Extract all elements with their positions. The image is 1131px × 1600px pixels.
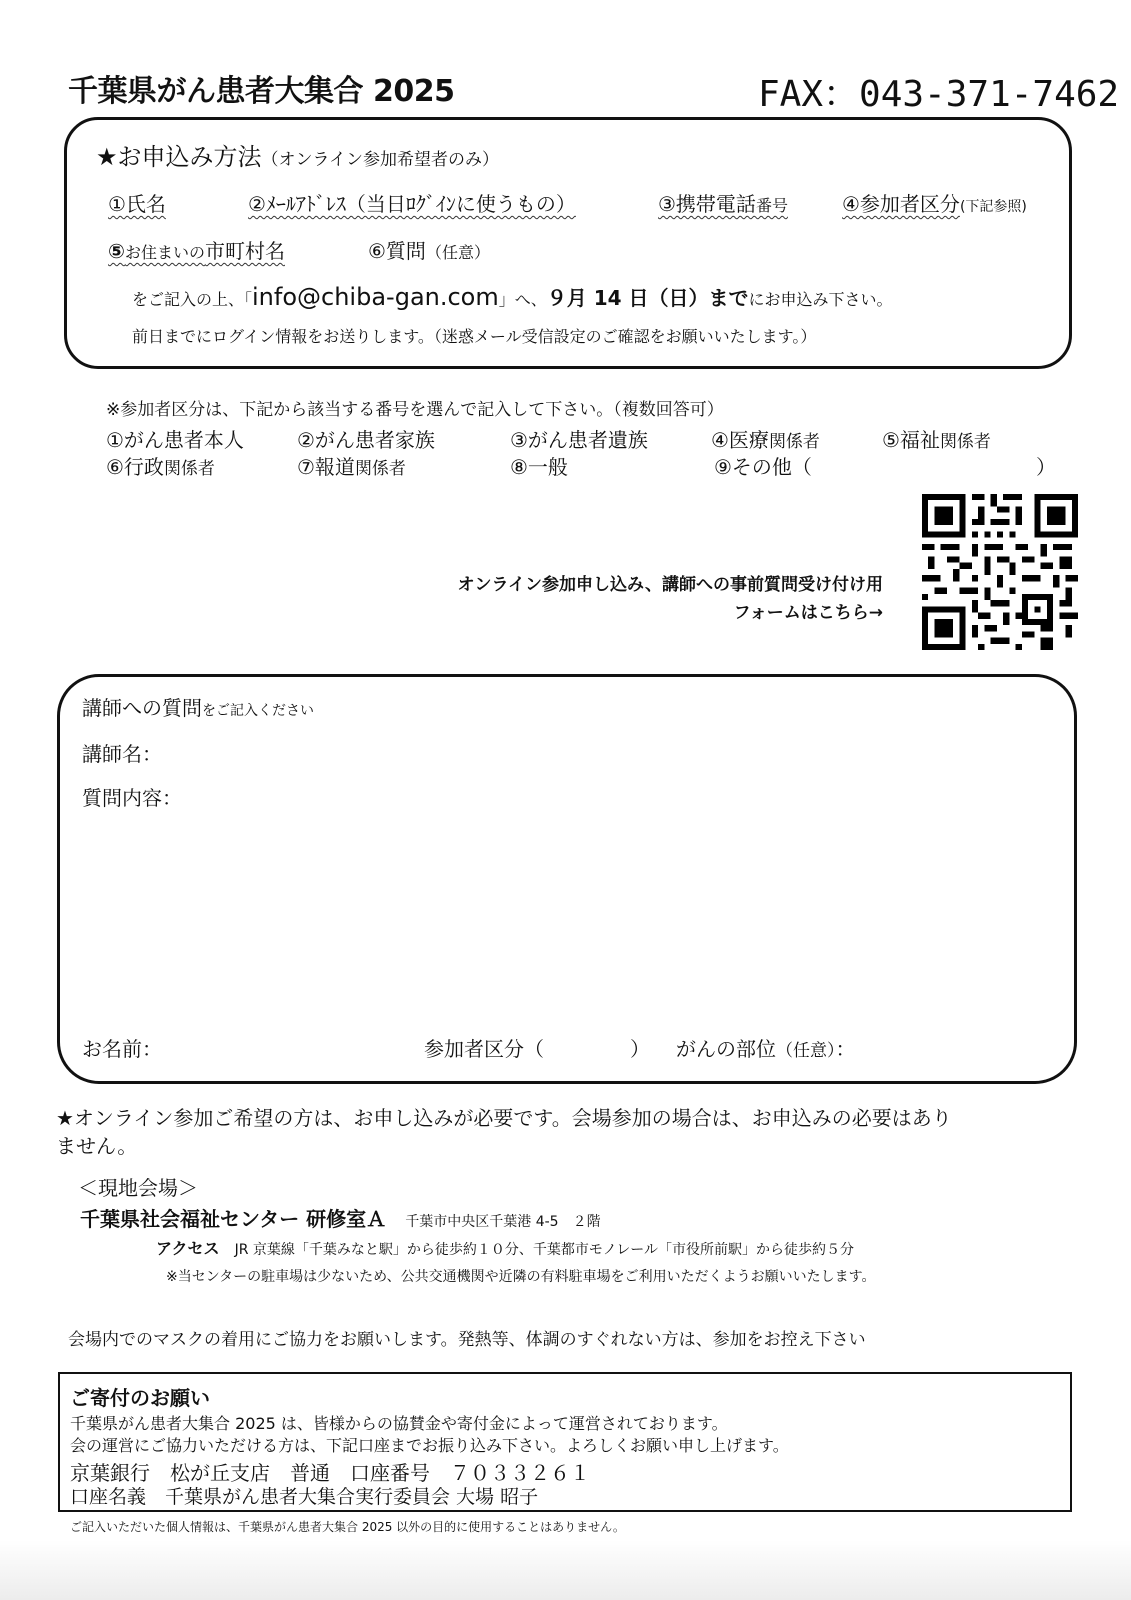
venue-line bbox=[80, 1203, 601, 1232]
category-5-main: ⑤福祉 bbox=[882, 428, 940, 452]
apply-instruction-mid: 」へ、 bbox=[498, 290, 547, 309]
venue-access-label: アクセス bbox=[156, 1239, 220, 1258]
apply-heading-main: ★お申込み方法 bbox=[96, 143, 262, 171]
apply-login-note: 前日までにログイン情報をお送りします。（迷惑メール受信設定のご確認をお願いいたします。） bbox=[132, 327, 817, 346]
category-7 bbox=[297, 451, 406, 480]
participant-category-label: 参加者区分（ bbox=[424, 1037, 544, 1061]
mask-notice: 会場内でのマスクの着用にご協力をお願いします。発熱等、体調のすぐれない方は、参加をお控え下さい bbox=[68, 1330, 866, 1350]
apply-item-question-label: ⑥質問 bbox=[368, 239, 426, 263]
apply-item-email: ②ﾒｰﾙｱﾄﾞﾚｽ（当日ﾛｸﾞｲﾝに使うもの） bbox=[248, 192, 576, 216]
apply-item-city-number: ⑤ bbox=[108, 239, 125, 263]
apply-heading-sub: （オンライン参加希望者のみ） bbox=[261, 150, 500, 170]
category-7-small: 関係者 bbox=[354, 459, 406, 479]
category-9-close: ） bbox=[1036, 455, 1056, 479]
apply-item-city-label: 市町村名 bbox=[204, 239, 285, 263]
category-6-small: 関係者 bbox=[163, 459, 215, 479]
online-notice-line1: ★オンライン参加ご希望の方は、お申し込みが必要です。会場参加の場合は、お申込みの必要はあり bbox=[56, 1106, 952, 1130]
venue-parking-note: ※当センターの駐車場は少ないため、公共交通機関や近隣の有料駐車場をご利用いただくようお願いいたします。 bbox=[166, 1269, 876, 1285]
donation-heading: ご寄付のお願い bbox=[70, 1386, 210, 1410]
category-8: ⑧一般 bbox=[510, 455, 568, 479]
bottom-shadow bbox=[0, 1540, 1131, 1600]
your-name-label: お名前： bbox=[82, 1037, 162, 1061]
qr-caption-line1: オンライン参加申し込み、講師への事前質問受け付け用 bbox=[457, 575, 883, 595]
apply-item-city-small: お住まいの bbox=[124, 243, 205, 262]
apply-item-city bbox=[108, 235, 285, 264]
apply-instruction bbox=[132, 282, 893, 311]
apply-item-phone-suffix: 番号 bbox=[755, 196, 788, 215]
category-note: ※参加者区分は、下記から該当する番号を選んで記入して下さい。（複数回答可） bbox=[106, 400, 724, 420]
apply-item-question-suffix: （任意） bbox=[425, 243, 490, 262]
apply-item-question bbox=[368, 235, 490, 264]
apply-item-category-label: ④参加者区分 bbox=[842, 192, 960, 216]
category-7-main: ⑦報道 bbox=[297, 455, 355, 479]
donation-line2: 会の運営にご協力いただける方は、下記口座までお振り込み下さい。よろしくお願い申し上げます。 bbox=[70, 1436, 789, 1455]
page-title: 千葉県がん患者大集合 2025 bbox=[68, 74, 455, 109]
question-heading bbox=[82, 692, 314, 721]
cancer-site-optional: （任意） bbox=[776, 1041, 836, 1061]
category-5 bbox=[882, 424, 991, 453]
cancer-site-label bbox=[676, 1033, 856, 1062]
participant-category-close: ） bbox=[630, 1037, 650, 1061]
question-heading-sub: をご記入ください bbox=[202, 703, 314, 719]
apply-instruction-suffix: にお申込み下さい。 bbox=[748, 290, 893, 309]
cancer-site-colon: ： bbox=[835, 1037, 856, 1061]
category-6 bbox=[106, 451, 215, 480]
cancer-site-main: がんの部位 bbox=[676, 1037, 776, 1061]
venue-address: 千葉市中央区千葉港 4-5 ２階 bbox=[405, 1214, 601, 1230]
category-6-main: ⑥行政 bbox=[106, 455, 164, 479]
category-9: ⑨その他（ bbox=[714, 455, 812, 479]
apply-item-name: ①氏名 bbox=[108, 192, 166, 216]
question-heading-main: 講師への質問 bbox=[82, 696, 202, 720]
account-holder: 口座名義 千葉県がん患者大集合実行委員会 大場 昭子 bbox=[70, 1486, 539, 1508]
venue-name: 千葉県社会福祉センター 研修室Ａ bbox=[80, 1207, 387, 1231]
venue-heading: ＜現地会場＞ bbox=[78, 1176, 198, 1200]
apply-heading bbox=[96, 137, 499, 172]
apply-deadline: ９月 14 日（日）まで bbox=[546, 286, 749, 310]
apply-item-phone bbox=[658, 188, 788, 217]
apply-item-category-suffix: (下記参照) bbox=[959, 199, 1027, 215]
category-4-main: ④医療 bbox=[711, 428, 769, 452]
lecturer-name-label: 講師名： bbox=[82, 742, 162, 766]
question-form-box bbox=[57, 674, 1077, 1084]
category-1: ①がん患者本人 bbox=[106, 428, 244, 452]
category-5-small: 関係者 bbox=[939, 432, 991, 452]
privacy-footer: ご記入いただいた個人情報は、千葉県がん患者大集合 2025 以外の目的に使用することはありません。 bbox=[70, 1520, 625, 1534]
online-notice-line2: ません。 bbox=[56, 1134, 138, 1158]
qr-code-image[interactable] bbox=[922, 494, 1078, 650]
category-3: ③がん患者遺族 bbox=[510, 428, 648, 452]
apply-email: info@chiba-gan.com bbox=[252, 283, 499, 311]
apply-item-phone-label: ③携帯電話 bbox=[658, 192, 756, 216]
fax-number: FAX：043-371-7462 bbox=[758, 74, 1120, 115]
donation-line1: 千葉県がん患者大集合 2025 は、皆様からの協賛金や寄付金によって運営されております。 bbox=[70, 1414, 728, 1433]
venue-access bbox=[156, 1236, 854, 1259]
venue-access-text: JR 京葉線「千葉みなと駅」から徒歩約１０分、千葉都市モノレール「市役所前駅」から徒歩約５分 bbox=[234, 1242, 854, 1258]
qr-caption-line2: フォームはこちら→ bbox=[733, 603, 883, 623]
category-2: ②がん患者家族 bbox=[297, 428, 435, 452]
category-4-small: 関係者 bbox=[768, 432, 820, 452]
apply-item-category bbox=[842, 188, 1027, 217]
apply-instruction-prefix: をご記入の上、「 bbox=[132, 290, 253, 309]
bank-account: 京葉銀行 松が丘支店 普通 口座番号 ７０３３２６１ bbox=[70, 1461, 590, 1485]
category-4 bbox=[711, 424, 820, 453]
question-content-label: 質問内容： bbox=[82, 786, 182, 810]
